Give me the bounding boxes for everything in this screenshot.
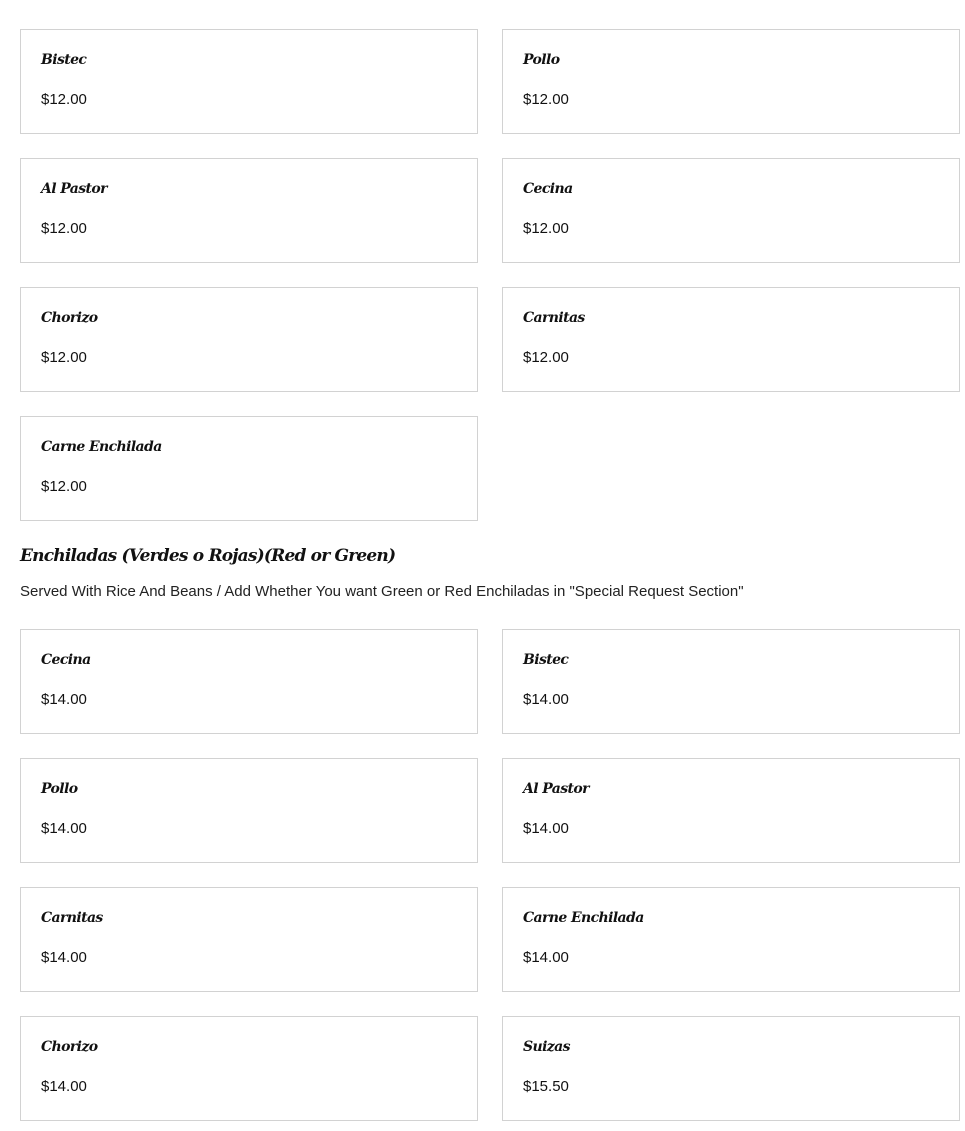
menu-item-name: Carne Enchilada (41, 439, 162, 455)
menu-item-name: Carnitas (523, 310, 585, 326)
menu-item-price: $15.50 (523, 1078, 569, 1095)
menu-item-card[interactable] (502, 29, 960, 134)
menu-item-price: $12.00 (41, 220, 87, 237)
menu-item-card[interactable] (20, 158, 478, 263)
menu-item-card[interactable] (20, 629, 478, 734)
menu-item-name: Carne Enchilada (523, 910, 644, 926)
menu-item-name: Cecina (41, 652, 91, 668)
menu-item-card[interactable] (20, 887, 478, 992)
menu-item-card[interactable] (502, 1016, 960, 1121)
menu-item-name: Chorizo (41, 1039, 98, 1055)
section-description-enchiladas: Served With Rice And Beans / Add Whether You want Green or Red Enchiladas in "Special Request Section" (20, 583, 744, 600)
menu-item-card[interactable] (502, 629, 960, 734)
menu-item-card[interactable] (20, 758, 478, 863)
menu-item-card[interactable] (20, 1016, 478, 1121)
menu-item-name: Suizas (523, 1039, 570, 1055)
menu-item-card[interactable] (502, 758, 960, 863)
menu-item-price: $12.00 (523, 220, 569, 237)
menu-item-price: $14.00 (523, 949, 569, 966)
menu-item-price: $14.00 (41, 1078, 87, 1095)
menu-item-name: Bistec (523, 652, 569, 668)
menu-item-name: Pollo (41, 781, 78, 797)
menu-item-price: $12.00 (41, 478, 87, 495)
menu-item-price: $12.00 (41, 349, 87, 366)
menu-item-name: Carnitas (41, 910, 103, 926)
menu-item-card[interactable] (502, 887, 960, 992)
menu-item-name: Pollo (523, 52, 560, 68)
menu-item-price: $12.00 (523, 349, 569, 366)
section-title-enchiladas: Enchiladas (Verdes o Rojas)(Red or Green) (20, 546, 396, 566)
menu-item-card[interactable] (20, 416, 478, 521)
menu-item-card[interactable] (502, 287, 960, 392)
menu-item-card[interactable] (20, 287, 478, 392)
menu-item-name: Cecina (523, 181, 573, 197)
menu-item-price: $14.00 (41, 820, 87, 837)
menu-item-name: Chorizo (41, 310, 98, 326)
menu-item-name: Al Pastor (523, 781, 589, 797)
menu-item-name: Bistec (41, 52, 87, 68)
menu-item-price: $14.00 (41, 691, 87, 708)
menu-section-tacos (20, 29, 960, 521)
menu-item-price: $14.00 (41, 949, 87, 966)
menu-item-card[interactable] (502, 158, 960, 263)
menu-item-price: $14.00 (523, 820, 569, 837)
menu-item-name: Al Pastor (41, 181, 107, 197)
menu-item-price: $12.00 (523, 91, 569, 108)
menu-item-price: $12.00 (41, 91, 87, 108)
menu-section-enchiladas (20, 629, 960, 1121)
menu-item-card[interactable] (20, 29, 478, 134)
menu-item-price: $14.00 (523, 691, 569, 708)
